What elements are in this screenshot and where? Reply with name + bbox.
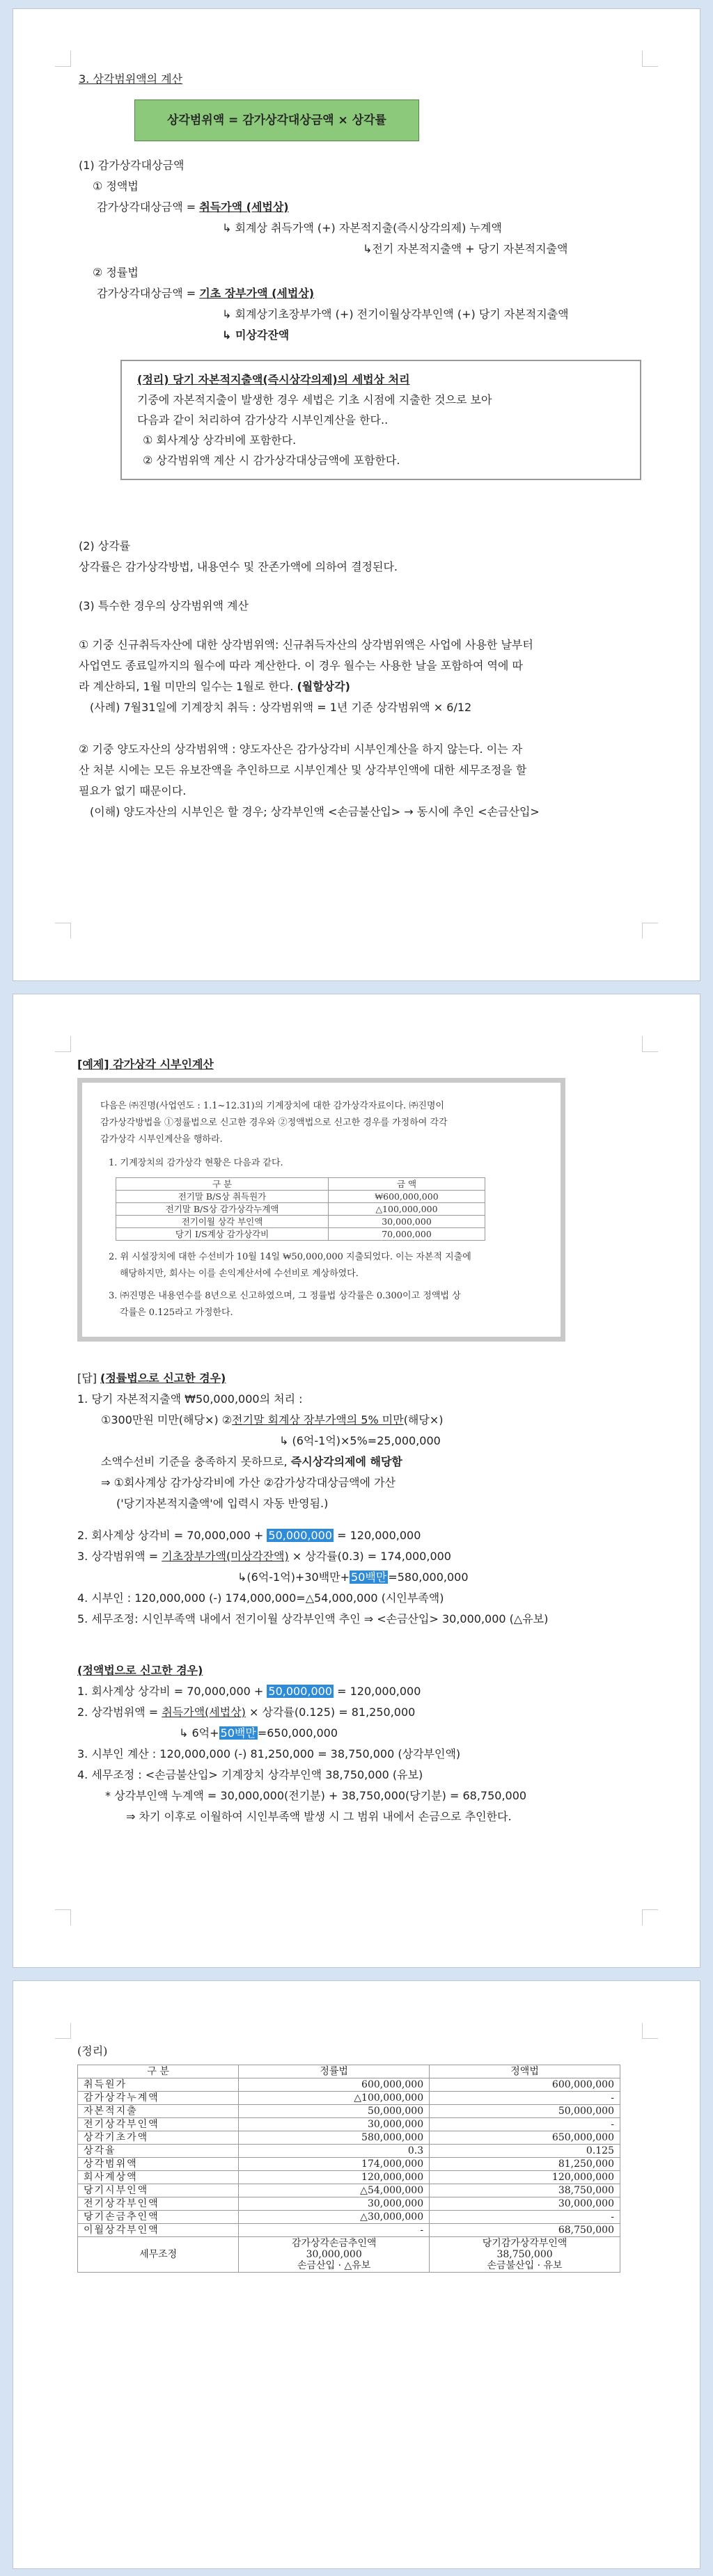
table-cell: ₩600,000,000 [329, 1191, 485, 1203]
subsection-title: (1) 감가상각대상금액 [79, 159, 185, 172]
table-cell: 580,000,000 [239, 2131, 430, 2145]
example-line: (사례) 7월31일에 기계장치 취득 : 상각범위액 = 1년 기준 상각범위액 × 6/12 [90, 701, 472, 714]
answer-straight-line [77, 1660, 634, 1827]
document-page-1 [13, 8, 700, 981]
table-cell: - [239, 2224, 430, 2237]
table-cell: △100,000,000 [329, 1203, 485, 1216]
table-row [116, 1203, 485, 1216]
answer-line: 5. 세무조정: 시인부족액 내에서 전기이월 상각부인액 추인 ⇒ <손금산입> 30,000,000 (△유보) [77, 1612, 549, 1625]
table-cell: 30,000,000 [430, 2197, 620, 2211]
example-title: [예제] 감가상각 시부인계산 [77, 1058, 214, 1071]
paragraph [79, 635, 634, 718]
table-cell: 68,750,000 [430, 2224, 620, 2237]
table-header: 정액법 [430, 2065, 620, 2078]
method-label: ① 정액법 [93, 180, 139, 193]
table-cell: 취득원가 [78, 2078, 239, 2092]
crop-mark [642, 2023, 658, 2039]
document-page-3 [13, 1980, 700, 2569]
problem-text: 2. 위 시설장치에 대한 수선비가 10월 14일 ₩50,000,000 지출되었다. 이는 자본적 지출에 [109, 1252, 471, 1262]
answer-line: ↳ 6억+ 50백만 =650,000,000 [179, 1726, 338, 1740]
formula-line: 감가상각대상금액 = 기초 장부가액 (세법상) [97, 287, 315, 300]
note-title: (정리) 당기 자본적지출액(즉시상각의제)의 세법상 처리 [137, 373, 410, 386]
table-cell: △30,000,000 [239, 2211, 430, 2224]
answer-title: [답] (정률법으로 신고한 경우) [77, 1372, 226, 1385]
table-cell: 당기감가상각부인액 38,750,000 손금불산입 · 유보 [430, 2237, 620, 2273]
table-cell: 38,750,000 [430, 2184, 620, 2197]
table-cell: 70,000,000 [329, 1228, 485, 1241]
table-cell: 30,000,000 [239, 2118, 430, 2131]
table-row [78, 2078, 620, 2092]
table-header: 구 분 [78, 2065, 239, 2078]
problem-text: 다음은 ㈜진명(사업연도 : 1.1~12.31)의 기계장치에 대한 감가상각자료이다. ㈜진명이 [100, 1101, 444, 1111]
summary-note-box [120, 360, 641, 480]
paragraph [79, 739, 634, 822]
crop-mark [55, 1909, 71, 1925]
table-row [78, 2131, 620, 2145]
page1-content [79, 69, 634, 822]
note-text: 다음과 같이 처리하여 감가상각 시부인계산을 한다.. [137, 413, 389, 427]
answer-line: 2. 회사계상 상각비 = 70,000,000 + 50,000,000 = 120,000,000 [77, 1529, 421, 1542]
answer-line: ⇒ ①회사계상 감가상각비에 가산 ②감가상각대상금액에 가산 [101, 1476, 396, 1489]
answer-line: 4. 시부인 : 120,000,000 (-) 174,000,000=△54,000,000 (시인부족액) [77, 1591, 444, 1605]
table-cell: 30,000,000 [329, 1216, 485, 1228]
table-cell: 600,000,000 [239, 2078, 430, 2092]
formula-sub: ↳ 회계상기초장부가액 (+) 전기이월상각부인액 (+) 당기 자본적지출액 [222, 308, 569, 321]
answer-line: ⇒ 차기 이후로 이월하여 시인부족액 발생 시 그 범위 내에서 손금으로 추인한다. [126, 1810, 512, 1823]
formula-box: 상각범위액 = 감가상각대상금액 × 상각률 [134, 100, 419, 141]
table-cell: 상각기초가액 [78, 2131, 239, 2145]
answer-line: ('당기자본적지출액'에 입력시 자동 반영됨.) [116, 1497, 329, 1510]
asset-status-table [116, 1177, 485, 1241]
tax-adjustment-row [78, 2237, 620, 2273]
table-cell: 전기말 B/S상 감가상각누계액 [116, 1203, 329, 1216]
table-row [78, 2105, 620, 2118]
table-cell: 30,000,000 [239, 2197, 430, 2211]
table-cell: 감가상각손금추인액 30,000,000 손금산입 · △유보 [239, 2237, 430, 2273]
problem-text: 감가상각방법을 ①정률법으로 신고한 경우와 ②정액법으로 신고한 경우를 가정하여 각각 [100, 1118, 448, 1128]
table-header: 정률법 [239, 2065, 430, 2078]
subsection-title: (2) 상각률 [79, 539, 131, 552]
answer-line: * 상각부인액 누계액 = 30,000,000(전기분) + 38,750,000(당기분) = 68,750,000 [105, 1789, 527, 1802]
table-cell: 120,000,000 [239, 2171, 430, 2184]
summary-table [77, 2065, 620, 2273]
table-row [78, 2145, 620, 2158]
example-problem-box [77, 1078, 565, 1342]
formula-sub: ↳ 회계상 취득가액 (+) 자본적지출(즉시상각의제) 누계액 [222, 221, 502, 234]
table-header: 구 분 [116, 1178, 329, 1191]
answer-line: 2. 상각범위액 = 취득가액(세법상) × 상각률(0.125) = 81,250,000 [77, 1706, 416, 1719]
table-cell: 당기손금추인액 [78, 2211, 239, 2224]
table-cell: 세무조정 [78, 2237, 239, 2273]
table-cell: 전기상각부인액 [78, 2197, 239, 2211]
table-cell: 600,000,000 [430, 2078, 620, 2092]
crop-mark [55, 51, 71, 67]
table-cell: 감가상각누계액 [78, 2092, 239, 2105]
table-cell: 50,000,000 [430, 2105, 620, 2118]
crop-mark [642, 1036, 658, 1052]
note-text: ① 회사계상 상각비에 포함한다. [143, 434, 297, 447]
page3-content [77, 2041, 634, 2273]
crop-mark [642, 51, 658, 67]
answer-line: 3. 시부인 계산 : 120,000,000 (-) 81,250,000 = 38,750,000 (상각부인액) [77, 1747, 461, 1760]
table-header: 금 액 [329, 1178, 485, 1191]
answer-line: ①300만원 미만(해당×) ②전기말 회계상 장부가액의 5% 미만(해당×) [101, 1413, 444, 1426]
note-text: 기중에 자본적지출이 발생한 경우 세법은 기초 시점에 지출한 것으로 보아 [137, 393, 492, 406]
table-cell: 이월상각부인액 [78, 2224, 239, 2237]
subsection-title: (3) 특수한 경우의 상각범위액 계산 [79, 599, 249, 612]
table-row [78, 2197, 620, 2211]
table-cell: 회사계상액 [78, 2171, 239, 2184]
formula-sub: ↳전기 자본적지출액 + 당기 자본적지출액 [363, 242, 568, 255]
table-cell: - [430, 2092, 620, 2105]
method-label: ② 정률법 [93, 266, 139, 279]
table-cell: - [430, 2118, 620, 2131]
table-cell: 81,250,000 [430, 2158, 620, 2171]
answer-line: ↳(6억-1억)+30백만+ 50백만 =580,000,000 [237, 1571, 469, 1584]
table-row [116, 1228, 485, 1241]
paragraph: 상각률은 감가상각방법, 내용연수 및 잔존가액에 의하여 결정된다. [79, 560, 398, 573]
table-cell: 당기시부인액 [78, 2184, 239, 2197]
table-cell: 자본적지출 [78, 2105, 239, 2118]
answer-title: (정액법으로 신고한 경우) [77, 1664, 203, 1677]
table-row [78, 2211, 620, 2224]
table-row [116, 1216, 485, 1228]
table-cell: 당기 I/S계상 감가상각비 [116, 1228, 329, 1241]
table-cell: - [430, 2211, 620, 2224]
summary-title: (정리) [77, 2044, 108, 2058]
crop-mark [55, 2023, 71, 2039]
page2-content [77, 1054, 634, 1827]
answer-line: 3. 상각범위액 = 기초장부가액(미상각잔액) × 상각률(0.3) = 174,000,000 [77, 1550, 451, 1563]
table-cell: 650,000,000 [430, 2131, 620, 2145]
table-row [78, 2092, 620, 2105]
paragraph-line: 산 처분 시에는 모든 유보잔액을 추인하므로 시부인계산 및 상각부인액에 대한 세무조정을 할 [79, 763, 527, 777]
document-page-2 [13, 994, 700, 1968]
paragraph-line: 필요가 없기 때문이다. [79, 784, 187, 797]
problem-text: 1. 기계장치의 감가상각 현황은 다음과 같다. [109, 1158, 283, 1168]
paragraph-line: ② 기중 양도자산의 상각범위액 : 양도자산은 감가상각비 시부인계산을 하지 않는다. 이는 자 [79, 742, 523, 756]
table-row [78, 2171, 620, 2184]
crop-mark [642, 1909, 658, 1925]
table-cell: 50,000,000 [239, 2105, 430, 2118]
answer-line: 1. 당기 자본적지출액 ₩50,000,000의 처리 : [77, 1392, 303, 1406]
paragraph-line: ① 기중 신규취득자산에 대한 상각범위액: 신규취득자산의 상각범위액은 사업에 사용한 날부터 [79, 638, 533, 651]
table-cell: 0.3 [239, 2145, 430, 2158]
crop-mark [55, 923, 71, 939]
note-text: ② 상각범위액 계산 시 감가상각대상금액에 포함한다. [143, 454, 400, 467]
answer-line: 소액수선비 기준을 충족하지 못하므로, 즉시상각의제에 해당함 [101, 1455, 402, 1468]
table-cell: △54,000,000 [239, 2184, 430, 2197]
paragraph-line: 사업연도 종료일까지의 월수에 따라 계산한다. 이 경우 월수는 사용한 날을 포함하여 역에 따 [79, 659, 523, 672]
crop-mark [55, 1036, 71, 1052]
answer-line: 4. 세무조정 : <손금불산입> 기계장치 상각부인액 38,750,000 (유보) [77, 1768, 423, 1781]
table-cell: 전기말 B/S상 취득원가 [116, 1191, 329, 1203]
problem-text: 3. ㈜진명은 내용연수를 8년으로 신고하였으며, 그 정률법 상각률은 0.300이고 정액법 상 [109, 1291, 461, 1301]
problem-text: 해당하지만, 회사는 이를 손익계산서에 수선비로 계상하였다. [120, 1269, 359, 1279]
table-header-row [78, 2065, 620, 2078]
table-cell: 0.125 [430, 2145, 620, 2158]
example-line: (이해) 양도자산의 시부인은 할 경우; 상각부인액 <손금불산입> → 동시에 추인 <손금산입> [90, 805, 540, 818]
table-row [78, 2224, 620, 2237]
formula-line: 감가상각대상금액 = 취득가액 (세법상) [97, 200, 289, 214]
table-cell: 상각율 [78, 2145, 239, 2158]
table-cell: 상각범위액 [78, 2158, 239, 2171]
problem-text: 감가상각 시부인계산을 행하라. [100, 1134, 223, 1145]
section-heading: 3. 상각범위액의 계산 [79, 72, 183, 86]
table-cell: 120,000,000 [430, 2171, 620, 2184]
answer-line: ↳ (6억-1억)×5%=25,000,000 [279, 1434, 441, 1447]
table-cell: △100,000,000 [239, 2092, 430, 2105]
crop-mark [642, 923, 658, 939]
table-row [116, 1191, 485, 1203]
problem-text: 각률은 0.125라고 가정한다. [120, 1307, 233, 1318]
answer-line: 1. 회사계상 상각비 = 70,000,000 + 50,000,000 = 120,000,000 [77, 1685, 421, 1698]
table-cell: 전기상각부인액 [78, 2118, 239, 2131]
table-row [78, 2118, 620, 2131]
table-row [78, 2158, 620, 2171]
table-row [78, 2184, 620, 2197]
formula-sub: ↳ 미상각잔액 [222, 328, 290, 342]
answer-declining-balance [77, 1368, 634, 1630]
table-cell: 174,000,000 [239, 2158, 430, 2171]
table-cell: 전기이월 상각 부인액 [116, 1216, 329, 1228]
paragraph-line: 라 계산하되, 1월 미만의 일수는 1월로 한다. (월할상각) [79, 680, 350, 693]
